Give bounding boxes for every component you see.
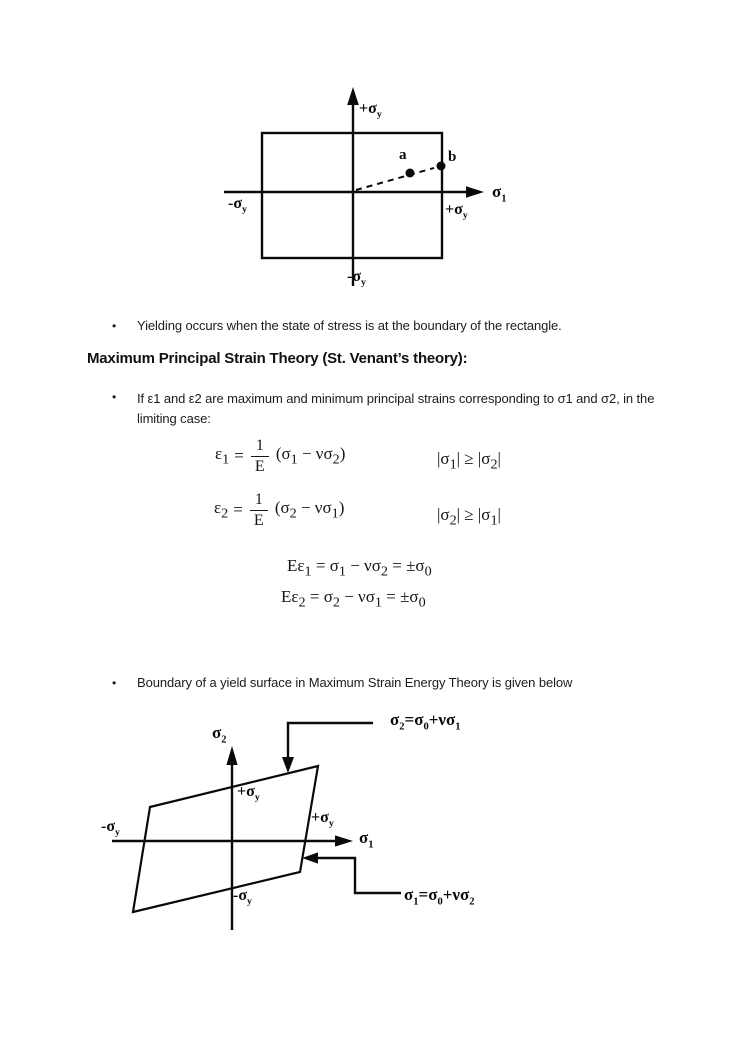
bullet-principal-strains	[112, 389, 692, 429]
callout-top-leader-line	[288, 723, 373, 759]
eq1-fraction	[251, 437, 269, 475]
callout-top-arrowhead	[282, 757, 294, 773]
d2-minus-sigma-y-bottom-label: $-\sigma_y$	[233, 887, 252, 908]
eq1-frac-numerator: 1	[251, 437, 269, 457]
d1-point-b-label: b	[448, 149, 457, 165]
callout-bottom-arrowhead	[302, 852, 318, 863]
horizontal-axis-arrowhead	[466, 186, 484, 198]
eq1-frac-denominator: E	[254, 457, 265, 475]
bullet-boundary-text: Boundary of a yield surface in Maximum Strain Energy Theory is given below	[137, 675, 573, 690]
eq2-frac-numerator: 1	[250, 491, 268, 511]
equation-epsilon2-row	[214, 491, 344, 529]
yield-parallelogram	[133, 766, 318, 912]
bullet-boundary	[112, 675, 672, 691]
d1-minus-sigma-y-left-label: $-\sigma_y$	[228, 195, 247, 216]
d2-minus-sigma-y-left-label: $-\sigma_y$	[101, 818, 120, 839]
d2-plus-sigma-y-right-label: $+\sigma_y$	[311, 809, 334, 830]
sigma2-axis-arrowhead	[226, 746, 237, 765]
d2-plus-sigma-y-top-label: $+\sigma_y$	[237, 783, 260, 804]
equation-epsilon1-condition: $|\sigma_1| \ge |\sigma_2|$	[437, 449, 501, 473]
d2-sigma1-axis-label: $\sigma_1$	[359, 828, 374, 851]
eq1-equals: =	[234, 446, 244, 466]
point-a-dot	[406, 169, 415, 178]
d2-callout-top-label: $\sigma_2=\sigma_0+\nu\sigma_1$	[390, 710, 461, 733]
bullet-marker: •	[112, 319, 117, 333]
eq2-lhs: $\varepsilon_2$	[214, 497, 229, 522]
sigma1-axis-arrowhead	[335, 835, 353, 846]
equation-epsilon1-row	[215, 437, 345, 475]
eq2-fraction	[250, 491, 268, 529]
eq2-rhs: $(\sigma_2 - \nu\sigma_1)$	[274, 497, 345, 522]
equation-e-epsilon2: $E\varepsilon_2 = \sigma_2 - \nu\sigma_1 = \pm\sigma_0$	[281, 587, 426, 611]
equation-e-epsilon1: $E\varepsilon_1 = \sigma_1 - \nu\sigma_2 = \pm\sigma_0$	[287, 556, 432, 580]
d2-callout-bottom-label: $\sigma_1=\sigma_0+\nu\sigma_2$	[404, 885, 475, 908]
bullet-marker: •	[112, 390, 117, 404]
equation-epsilon2-condition: $|\sigma_2| \ge |\sigma_1|$	[437, 505, 501, 529]
bullet-marker: •	[112, 676, 117, 690]
bullet-principal-strains-text	[137, 389, 654, 429]
point-b-dot	[437, 162, 446, 171]
eq2-equals: =	[233, 500, 243, 520]
eq1-rhs: $(\sigma_1 - \nu\sigma_2)$	[275, 443, 346, 468]
callout-bottom-leader-line	[316, 858, 401, 893]
strain-text-line1: If ε1 and ε2 are maximum and minimum principal strains corresponding to σ1 and σ2, in the	[137, 391, 655, 406]
d1-minus-sigma-y-bottom-label: $-\sigma_y$	[347, 268, 366, 289]
strain-text-line2: limiting case:	[137, 411, 211, 426]
bullet-yielding-text: Yielding occurs when the state of stress is at the boundary of the rectangle.	[137, 318, 562, 333]
d1-point-a-label: a	[399, 147, 407, 163]
stress-path-dashed-line	[356, 168, 434, 190]
section-heading: Maximum Principal Strain Theory (St. Venant’s theory):	[87, 350, 468, 367]
d2-sigma2-axis-label: $\sigma_2$	[212, 723, 227, 746]
eq1-lhs: $\varepsilon_1$	[215, 443, 230, 468]
eq2-frac-denominator: E	[253, 511, 264, 529]
d1-plus-sigma-y-top-label: $+\sigma_y$	[359, 100, 382, 121]
bullet-yielding	[112, 318, 672, 334]
d1-sigma1-axis-label: $\sigma_1$	[492, 182, 507, 205]
d1-plus-sigma-y-right-label: $+\sigma_y$	[445, 201, 468, 222]
vertical-axis-arrowhead	[347, 87, 359, 105]
